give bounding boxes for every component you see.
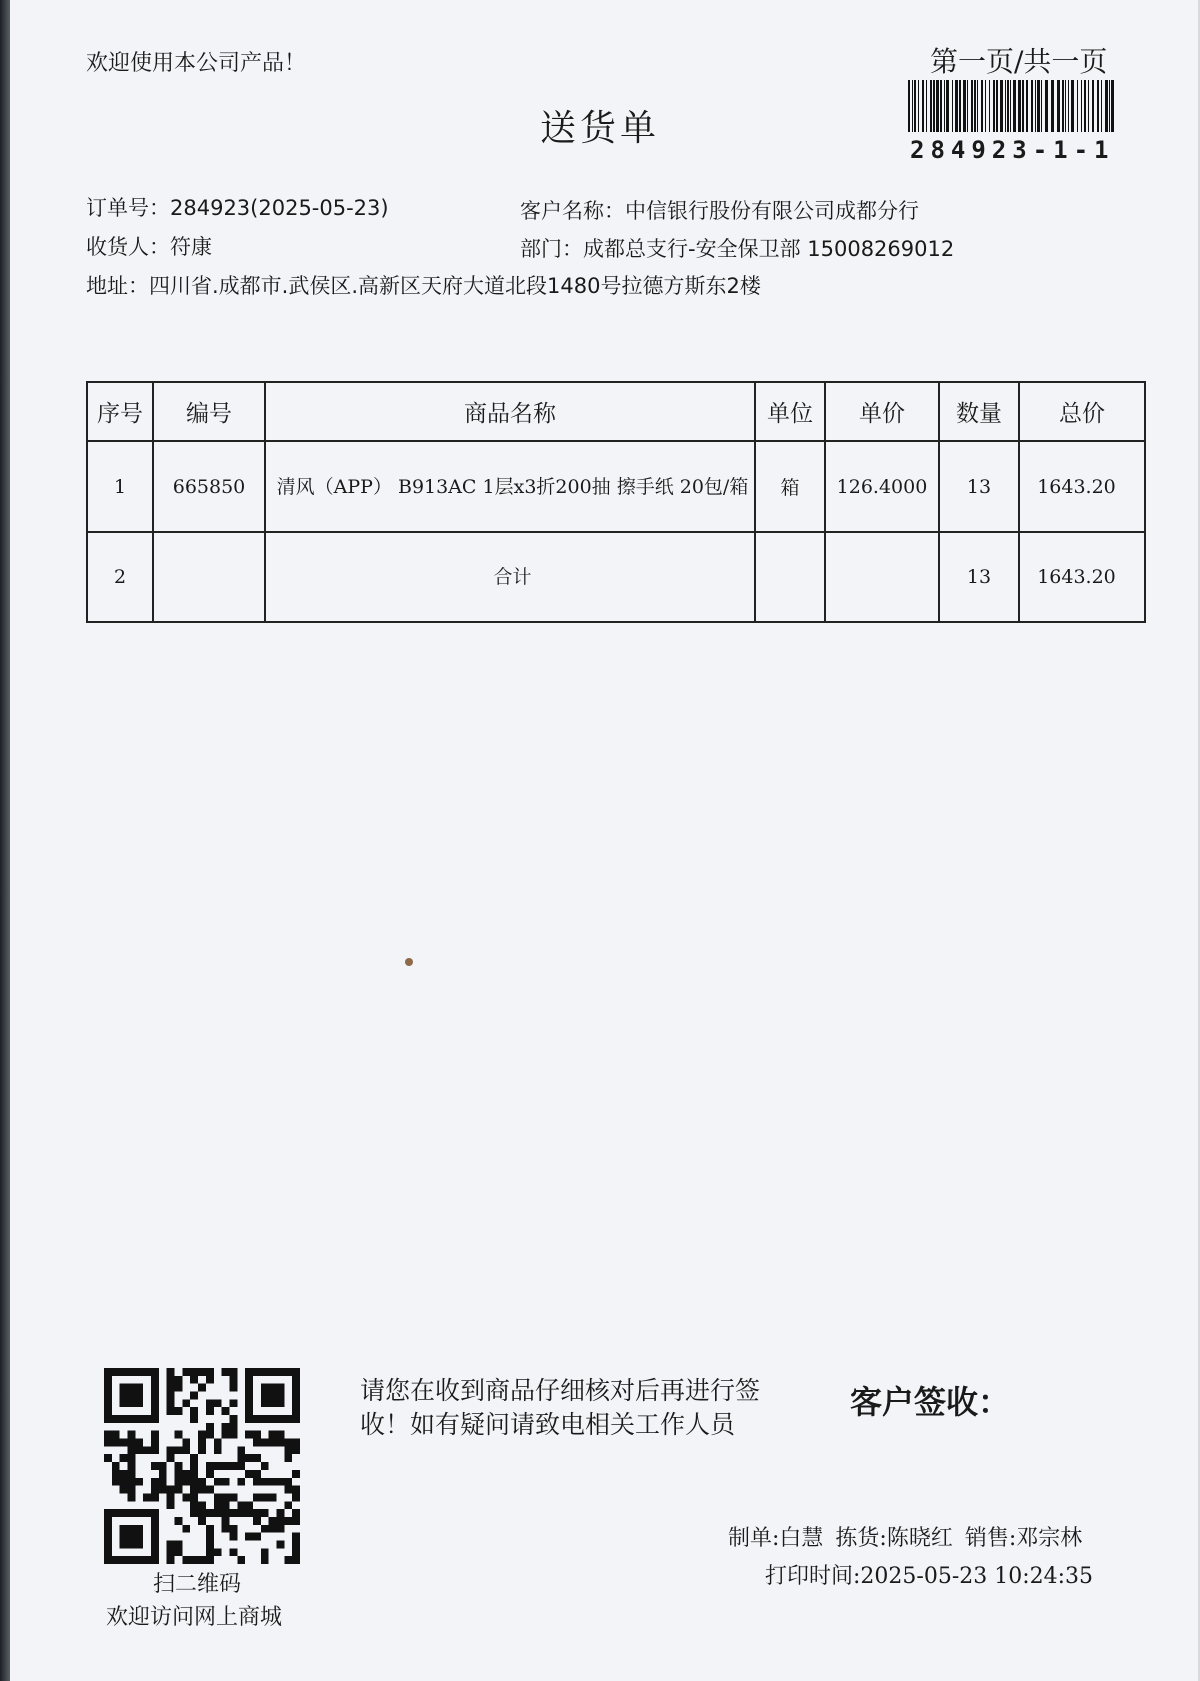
receiver [86,231,212,261]
header-code: 编号 [153,382,265,441]
paper-speck [405,958,413,966]
qr-caption-scan: 扫二维码 [153,1572,242,1597]
check-notice: 请您在收到商品仔细核对后再进行签收！如有疑问请致电相关工作人员 [360,1376,761,1439]
picker-text: 拣货:陈晓红 [835,1526,953,1551]
barcode-image [908,80,1118,132]
header-total: 总价 [1019,382,1145,441]
header-unit-price: 单价 [825,382,939,441]
header-quantity: 数量 [939,382,1019,441]
paper-edge-shadow [0,0,10,1681]
qr-caption-shop: 欢迎访问网上商城 [106,1605,283,1630]
cell-total: 1643.20 [1019,441,1145,532]
table-header-row [87,382,1145,441]
cell-unit: 箱 [755,441,825,532]
address [86,270,761,300]
barcode-number: 284923-1-1 [910,136,1115,164]
maker-text: 制单:白慧 [728,1526,824,1551]
document-title: 送货单 [540,108,661,149]
department [520,233,954,263]
cell-total: 1643.20 [1019,532,1145,622]
cell-code: 665850 [153,441,265,532]
cell-seq: 1 [87,441,153,532]
cell-code [153,532,265,622]
customer-name-value: 中信银行股份有限公司成都分行 [625,199,919,223]
customer-signature-label: 客户签收： [850,1383,1011,1421]
welcome-text: 欢迎使用本公司产品！ [86,51,307,76]
sales-text: 销售:邓宗林 [964,1526,1083,1551]
department-value: 成都总支行-安全保卫部 15008269012 [583,237,955,261]
receiver-label: 收货人： [86,235,170,259]
page-info: 第一页/共一页 [930,45,1108,78]
address-label: 地址： [86,274,149,298]
order-number-label: 订单号： [86,196,170,220]
header-seq: 序号 [87,382,153,441]
delivery-note-page [10,0,1198,1681]
table-row [87,532,1145,622]
cell-unit-price: 126.4000 [825,441,939,532]
order-number-value: 284923(2025-05-23) [170,196,389,220]
cell-unit-price [825,532,939,622]
address-value: 四川省.成都市.武侯区.高新区天府大道北段1480号拉德方斯东2楼 [149,274,761,298]
print-time: 打印时间:2025-05-23 10:24:35 [765,1564,1094,1589]
table-row [87,441,1145,532]
header-unit: 单位 [755,382,825,441]
cell-product-name: 合计 [265,532,755,622]
header-product-name: 商品名称 [265,382,755,441]
staff-line [728,1521,1094,1552]
cell-quantity: 13 [939,441,1019,532]
cell-quantity: 13 [939,532,1019,622]
qr-code-image[interactable] [104,1368,300,1564]
department-label: 部门： [520,237,583,261]
customer-name-label: 客户名称： [520,199,625,223]
goods-table [86,381,1146,623]
customer-name [520,195,919,225]
cell-unit [755,532,825,622]
receiver-value: 符康 [170,235,212,259]
cell-seq: 2 [87,532,153,622]
cell-product-name: 清风（APP） B913AC 1层x3折200抽 擦手纸 20包/箱 [265,441,755,532]
order-number [86,192,389,222]
